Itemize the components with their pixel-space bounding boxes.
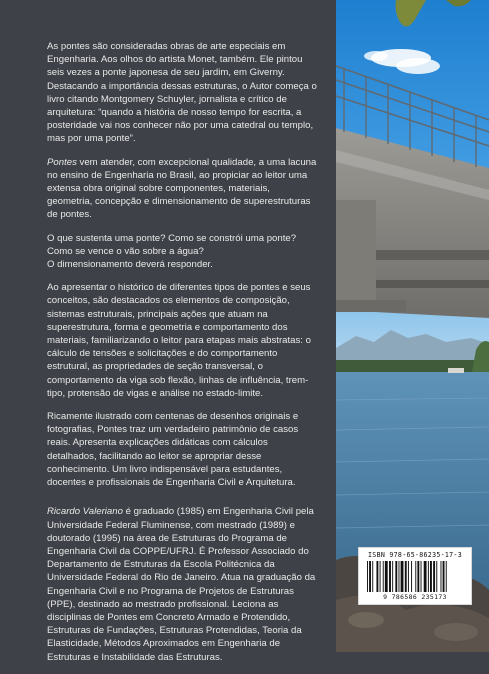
author-name: Ricardo Valeriano [47, 506, 123, 518]
pier-cap [336, 300, 406, 312]
rock [348, 612, 384, 628]
barcode-icon [367, 561, 463, 592]
author-bio-text: é graduado (1985) em Engenharia Civil pela Universidade Federal Fluminense, com mestrado (1989) e doutorado (1995) na área de Estruturas do Programa de Engenharia Civil da COPPE/UFRJ. É Professor Associado do Departamento de Estruturas da Escola Politécnica da Universidade Federal do Rio de Janeiro. Atua na graduação da Engenharia Civil e no Programa de Projetos de Estruturas (PPE), destinado ao mestrado profissional. Leciona as disciplinas de Pontes em Concreto Armado e Protendido, Estruturas de Fundações, Estruturas Protendidas, Teoria da Elasticidade, Métodos Aproximados em Engenharia de Estruturas e Instabilidade das Estruturas. [47, 506, 316, 663]
back-cover-text-column [47, 40, 317, 674]
far-shore [336, 360, 489, 372]
intro-paragraph: As pontes são consideradas obras de arte especiais em Engenharia. Aos olhos do artista Monet, também. Ele pintou seis vezes a ponte japonesa de seu jardim, em Giverny. Destacando a importância dessas estruturas, o Autor começa o livro citando Montgomery Schuyler, jornalista e crítico de arquitetura: “quando a história de nosso tempo for escrita, a posteridade vai nos conhecer não por uma catedral ou templo, mas por uma ponte”. [47, 41, 317, 145]
pontes-paragraph-text: vem atender, com excepcional qualidade, a uma lacuna no ensino de Engenharia no Brasil, ao propiciar ao leitor uma extensa obra original sobre componentes, materiais, geometria, concepção e dimensionamento de superestruturas de pontes. [47, 156, 317, 221]
pontes-paragraph [47, 156, 317, 222]
question-line-3: O dimensionamento deverá responder. [47, 259, 213, 271]
book-title-inline: Pontes [47, 156, 77, 168]
cloud [364, 51, 388, 61]
author-bio [47, 505, 317, 663]
questions-paragraph [47, 232, 317, 272]
history-paragraph: Ao apresentar o histórico de diferentes tipos de pontes e seus conceitos, são destacados os elementos de composição, sistemas estruturais, principais ações que atuam na superestrutura, forma e geometria e comportamento dos materiais, familiarizando o leitor para etapas mais abstratas: o cálculo de tensões e solicitações e do comportamento estrutural, as propriedades de seção transversal, o comportamento da viga sob flexão, linhas de influência, trem-tipo, protensão de vigas e análise no estado-limite. [47, 282, 311, 399]
cloud [396, 58, 440, 74]
question-line-2: Como se vence o vão sobre a água? [47, 245, 204, 257]
bridge-pier [336, 200, 376, 312]
barcode-digits: 9 786586 235173 [383, 593, 447, 601]
boat [448, 368, 464, 373]
rock [434, 623, 478, 641]
question-line-1: O que sustenta uma ponte? Como se constrói uma ponte? [47, 232, 297, 244]
isbn-label: ISBN 978-65-86235-17-3 [368, 551, 462, 559]
illustrated-paragraph: Ricamente ilustrado com centenas de desenhos originais e fotografias, Pontes traz um verdadeiro patrimônio de casos reais. Apresenta explicações didáticas com cálculos detalhados, facilitando ao leitor se apropriar desse conhecimento. Um livro indispensável para estudantes, docentes e profissionais de Engenharia Civil e Arquitetura. [47, 411, 299, 489]
isbn-barcode-box [358, 547, 472, 605]
